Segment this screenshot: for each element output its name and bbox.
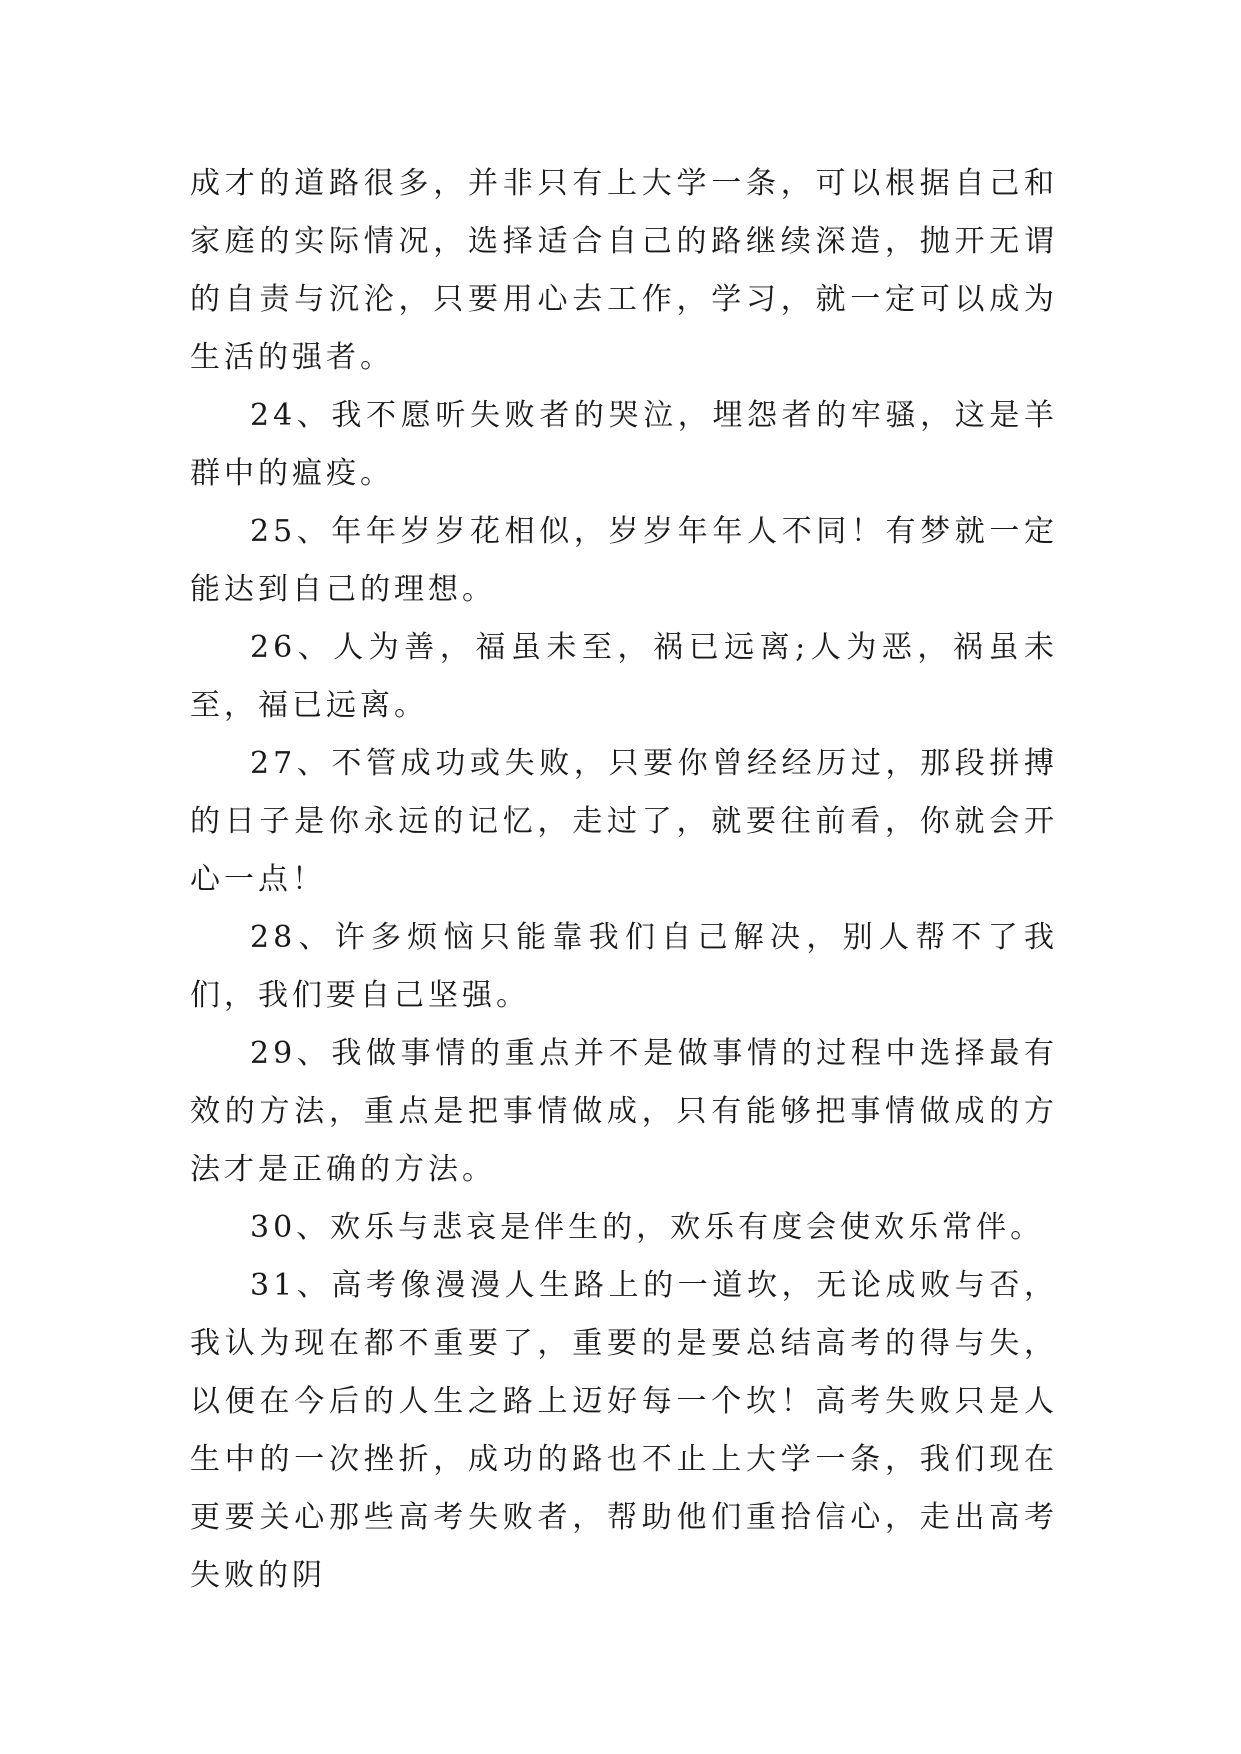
paragraph-item-31: 31、高考像漫漫人生路上的一道坎，无论成败与否，我认为现在都不重要了，重要的是要总结高考的得与失，以便在今后的人生之路上迈好每一个坎！高考失败只是人生中的一次挫折，成功的路也不止上大学一条，我们现在更要关心那些高考失败者，帮助他们重拾信心，走出高考失败的阴 <box>190 1268 1058 1593</box>
document-body <box>190 155 1058 1605</box>
paragraph-item-26: 26、人为善，福虽未至，祸已远离;人为恶，祸虽未至，福已远离。 <box>190 630 1058 723</box>
paragraph-item-30: 30、欢乐与悲哀是伴生的，欢乐有度会使欢乐常伴。 <box>250 1210 1045 1245</box>
paragraph-item-29: 29、我做事情的重点并不是做事情的过程中选择最有效的方法，重点是把事情做成，只有能够把事情做成的方法才是正确的方法。 <box>190 1036 1058 1187</box>
paragraph-item-25: 25、年年岁岁花相似，岁岁年年人不同！有梦就一定能达到自己的理想。 <box>190 514 1058 607</box>
paragraph-item-28: 28、许多烦恼只能靠我们自己解决，别人帮不了我们，我们要自己坚强。 <box>190 920 1058 1013</box>
paragraph-item-24: 24、我不愿听失败者的哭泣，埋怨者的牢骚，这是羊群中的瘟疫。 <box>190 398 1058 491</box>
paragraph-continuation: 成才的道路很多，并非只有上大学一条，可以根据自己和家庭的实际情况，选择适合自己的路继续深造，抛开无谓的自责与沉沦，只要用心去工作，学习，就一定可以成为生活的强者。 <box>190 166 1058 375</box>
paragraph-item-27: 27、不管成功或失败，只要你曾经经历过，那段拼搏的日子是你永远的记忆，走过了，就要往前看，你就会开心一点！ <box>190 746 1058 897</box>
